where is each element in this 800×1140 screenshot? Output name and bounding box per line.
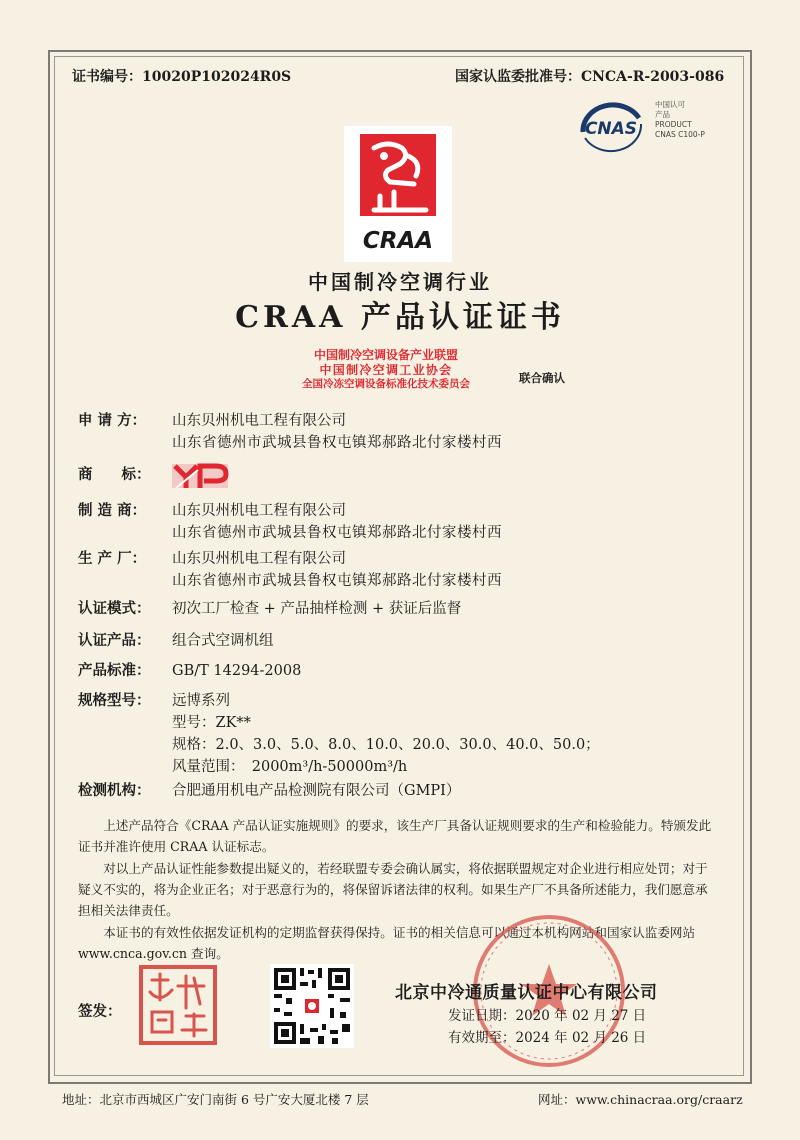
applicant-address: 山东省德州市武城县鲁权屯镇郑郝路北付家楼村西 bbox=[172, 435, 502, 451]
org-line: 全国冷冻空调设备标准化技术委员会 bbox=[302, 378, 470, 390]
cnas-line: CNAS C100-P bbox=[655, 130, 705, 139]
cnas-badge bbox=[573, 98, 725, 156]
joint-confirmation: 联合确认 bbox=[519, 371, 565, 385]
organizations bbox=[256, 348, 516, 392]
spec-model: 型号：ZK** bbox=[172, 715, 251, 731]
trademark-label: 商 标： bbox=[78, 466, 151, 483]
product-label: 认证产品： bbox=[78, 632, 151, 649]
cnas-line: 产品 bbox=[655, 110, 670, 119]
cnas-mark-text: CNAS bbox=[584, 119, 638, 139]
spec-air-volume: 风量范围： 2000m³/h-50000m³/h bbox=[172, 759, 408, 775]
standard-value: GB/T 14294-2008 bbox=[172, 663, 302, 679]
lab-value: 合肥通用机电产品检测院有限公司（GMPI） bbox=[172, 783, 461, 799]
factory-value bbox=[172, 548, 732, 592]
spec-sizes: 规格：2.0、3.0、5.0、8.0、10.0、20.0、30.0、40.0、50.0； bbox=[172, 737, 600, 753]
manufacturer-name: 山东贝州机电工程有限公司 bbox=[172, 503, 346, 519]
spec-series: 远博系列 bbox=[172, 693, 230, 709]
footer-website: 网址：www.chinacraa.org/craarz bbox=[538, 1092, 743, 1107]
factory-label: 生 产 厂： bbox=[78, 550, 147, 567]
footer-address: 地址：北京市西城区广安门南街 6 号广安大厦北楼 7 层 bbox=[62, 1092, 369, 1107]
signature-label: 签发： bbox=[78, 1003, 122, 1020]
org-line: 中国制冷空调工业协会 bbox=[319, 362, 453, 377]
craa-logo-icon bbox=[344, 126, 452, 262]
cnas-line: 中国认可 bbox=[655, 100, 685, 109]
certificate-number: 证书编号：10020P102024R0S bbox=[72, 69, 292, 85]
trademark-icon bbox=[172, 462, 230, 490]
statement-paragraph: 上述产品符合《CRAA 产品认证实施规则》的要求，该生产厂具备认证规则要求的生产和检验能力。特颁发此证书并准许使用 CRAA 认证标志。 bbox=[78, 818, 712, 854]
dates bbox=[448, 1005, 646, 1049]
statement-paragraph: 本证书的有效性依据发证机构的定期监督获得保持。证书的相关信息可以通过本机构网站和国家认监委网站 www.cnca.gov.cn 查询。 bbox=[78, 925, 696, 961]
issuing-body: 北京中冷通质量认证中心有限公司 bbox=[395, 983, 658, 1003]
product-value: 组合式空调机组 bbox=[172, 633, 274, 649]
manufacturer-value bbox=[172, 500, 732, 544]
cnas-line: PRODUCT bbox=[655, 120, 692, 129]
org-line: 中国制冷空调设备产业联盟 bbox=[313, 348, 458, 362]
industry-title: 中国制冷空调行业 bbox=[308, 270, 492, 294]
certificate-title: CRAA 产品认证证书 bbox=[235, 300, 565, 335]
qr-code-icon bbox=[270, 964, 354, 1048]
cnas-caption bbox=[655, 100, 705, 140]
statement-paragraph: 对以上产品认证性能参数提出疑义的，若经联盟专委会确认属实，将依据联盟规定对企业进行相应处罚；对于疑义不实的，将为企业正名；对于恶意行为的，将保留诉诸法律的权利。如果生产厂不具备所述能力，我们愿意承担相关法律责任。 bbox=[78, 861, 708, 918]
signature-seal-icon bbox=[138, 964, 218, 1046]
craa-logo bbox=[344, 126, 452, 262]
spec-label: 规格型号： bbox=[78, 692, 151, 709]
manufacturer-label: 制 造 商： bbox=[78, 502, 147, 519]
craa-logo-text: CRAA bbox=[362, 228, 434, 254]
applicant-name: 山东贝州机电工程有限公司 bbox=[172, 413, 346, 429]
applicant-label: 申 请 方： bbox=[78, 412, 147, 429]
mode-value: 初次工厂检查 + 产品抽样检测 + 获证后监督 bbox=[172, 601, 462, 617]
lab-label: 检测机构： bbox=[78, 782, 151, 799]
applicant-value bbox=[172, 410, 732, 454]
mode-label: 认证模式： bbox=[78, 600, 151, 617]
issue-date: 发证日期：2020 年 02 月 27 日 bbox=[448, 1008, 647, 1024]
expiry-date: 有效期至：2024 年 02 月 26 日 bbox=[448, 1030, 647, 1046]
standard-label: 产品标准： bbox=[78, 662, 151, 679]
cnas-icon bbox=[573, 98, 649, 154]
approval-number: 国家认监委批准号：CNCA-R-2003-086 bbox=[455, 69, 725, 85]
factory-address: 山东省德州市武城县鲁权屯镇郑郝路北付家楼村西 bbox=[172, 573, 502, 589]
spec-value bbox=[172, 690, 732, 778]
manufacturer-address: 山东省德州市武城县鲁权屯镇郑郝路北付家楼村西 bbox=[172, 525, 502, 541]
factory-name: 山东贝州机电工程有限公司 bbox=[172, 551, 346, 567]
